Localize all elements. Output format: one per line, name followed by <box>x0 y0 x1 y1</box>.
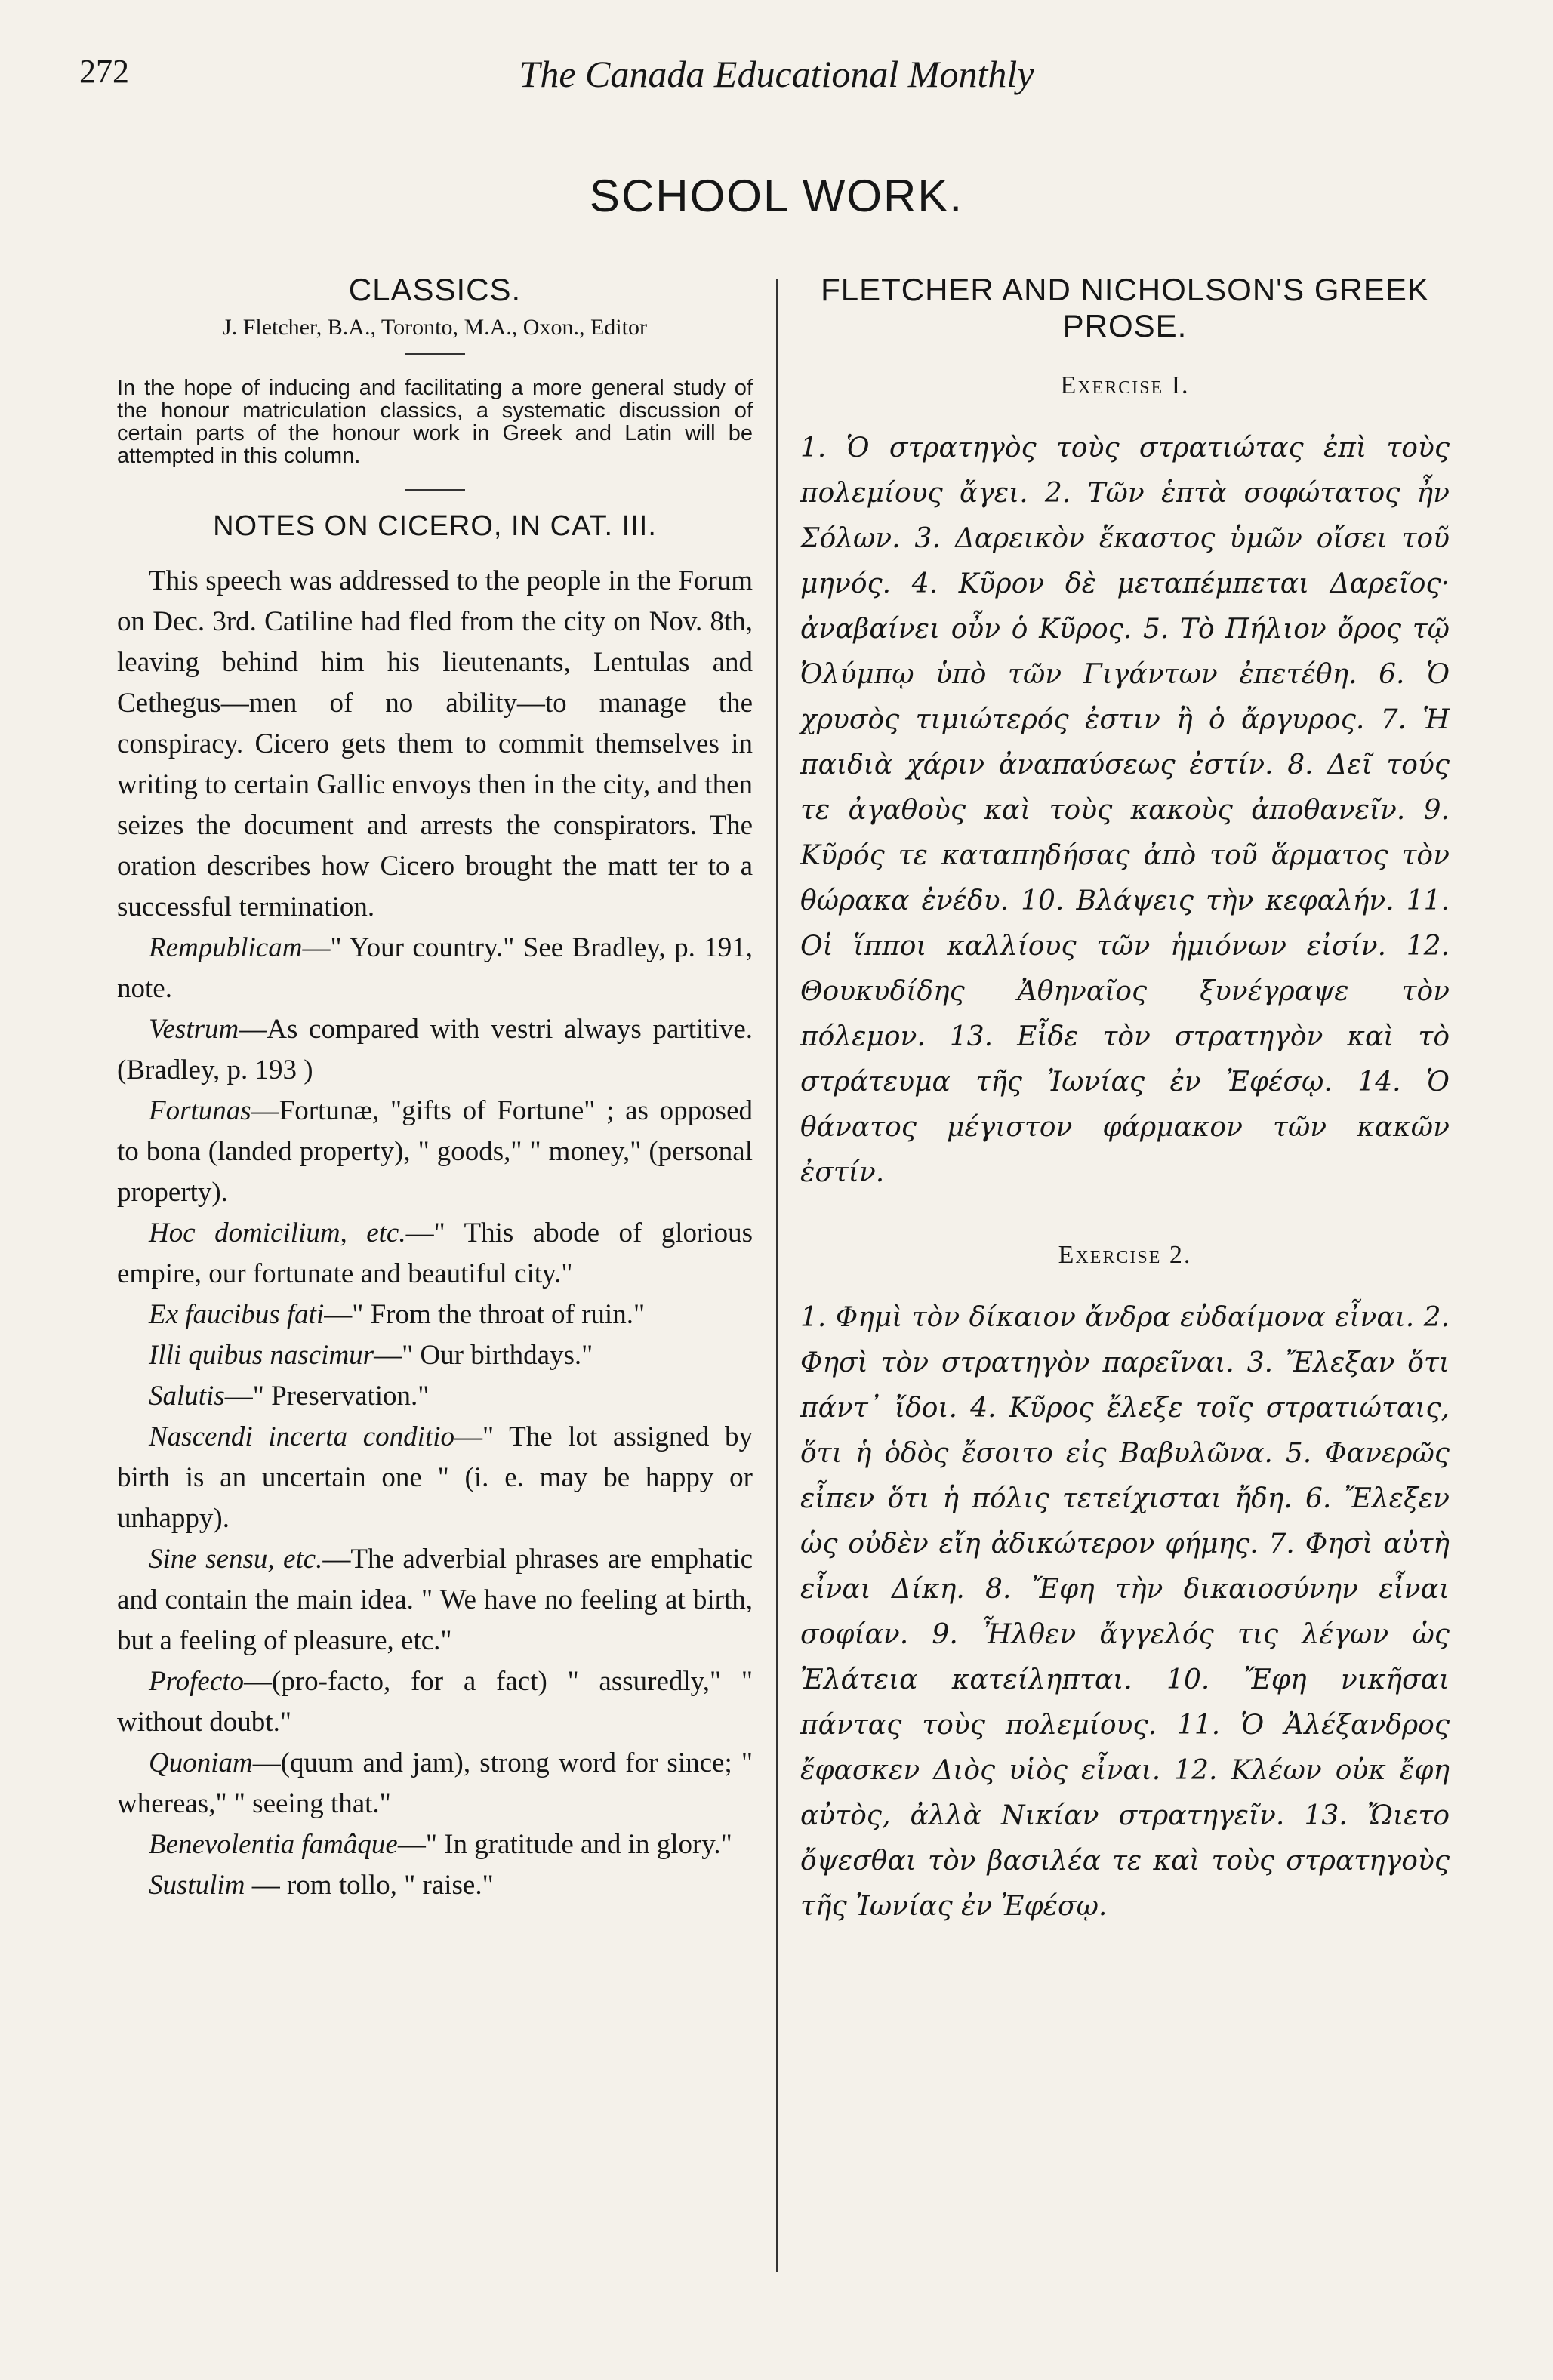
greek-prose-column <box>800 272 1450 1929</box>
note-item: Illi quibus nascimur—" Our birthdays." <box>149 1340 593 1371</box>
note-item: Benevolentia famâque—" In gratitude and in glory." <box>149 1829 732 1860</box>
greek-prose-heading: FLETCHER AND NICHOLSON'S GREEK PROSE. <box>821 272 1429 343</box>
section-title: SCHOOL WORK. <box>589 171 964 221</box>
intro-paragraph: This speech was addressed to the people in the Forum on Dec. 3rd. Catiline had fled from the city on Nov. 8th, leaving behind him his lieutenants, Lentulas and Cethegus—men of no ability—to manage the conspiracy. Cicero gets them to commit themselves in writing to certain Gallic envoys then in the city, and then seizes the document and arrests the conspirators. The oration describes how Cicero brought the matt ter to a successful termination. <box>117 565 753 922</box>
exercise-1-title: Exercise I. <box>1060 371 1190 399</box>
exercise-1-text: 1. Ὁ στρατηγὸς τοὺς στρατιώτας ἐπὶ τοὺς πολεμίους ἄγει. 2. Τῶν ἑπτὰ σοφώτατος ἦν Σόλων. 3. Δαρεικὸν ἕκαστος ὑμῶν οἴσει τοῦ μηνός. 4. Κῦρον δὲ μεταπέμπεται Δαρεῖος· ἀναβαίνει οὖν ὁ Κῦρος. 5. Τὸ Πήλιον ὄρος τῷ Ὀλύμπῳ ὑπὸ τῶν Γιγάντων ἐπετέθη. 6. Ὁ χρυσὸς τιμιώτερός ἐστιν ἢ ὁ ἄργυρος. 7. Ἡ παιδιὰ χάριν ἀναπαύσεως ἐστίν. 8. Δεῖ τούς τε ἀγαθοὺς καὶ τοὺς κακοὺς ἀποθανεῖν. 9. Κῦρός τε καταπηδήσας ἀπὸ τοῦ ἅρματος τὸν θώρακα ἐνέδυ. 10. Βλάψεις τὴν κεφαλήν. 11. Οἱ ἵπποι καλλίους τῶν ἡμιόνων εἰσίν. 12. Θουκυδίδης Ἀθηναῖος ξυνέγραψε τὸν πόλεμον. 13. Εἶδε τὸν στρατηγὸν καὶ τὸ στράτευμα τῆς Ἰωνίας ἐν Ἐφέσῳ. 14. Ὁ θάνατος μέγιστον φάρμακον τῶν κακῶν ἐστίν. <box>800 433 1450 1188</box>
note-item: Profecto—(pro-facto, for a fact) " assuredly," " without doubt." <box>117 1666 753 1738</box>
note-item: Hoc domicilium, etc.—" This abode of glorious empire, our fortunate and beautiful city." <box>117 1218 753 1289</box>
editor-line: J. Fletcher, B.A., Toronto, M.A., Oxon., Editor <box>223 315 647 340</box>
note-item: Rempublicam—" Your country." See Bradley, p. 191, note. <box>117 932 753 1004</box>
intro-text: In the hope of inducing and facilitating a more general study of the honour matriculation classics, a systematic discussion of certain parts of the honour work in Greek and Latin will be attempted in this column. <box>117 376 753 468</box>
notes-subheading: NOTES ON CICERO, IN CAT. III. <box>213 510 657 542</box>
note-item: Fortunas—Fortunæ, "gifts of Fortune" ; as opposed to bona (landed property), " goods," " money," (personal property). <box>117 1095 753 1208</box>
note-item: Vestrum—As compared with vestri always partitive. (Bradley, p. 193 ) <box>117 1014 753 1085</box>
classics-column <box>117 272 753 1906</box>
exercise-2-text: 1. Φημὶ τὸν δίκαιον ἄνδρα εὐδαίμονα εἶναι. 2. Φησὶ τὸν στρατηγὸν παρεῖναι. 3. Ἔλεξαν ὅτι πάντ᾽ ἴδοι. 4. Κῦρος ἔλεξε τοῖς στρατιώταις, ὅτι ἡ ὁδὸς ἔσοιτο εἰς Βαβυλῶνα. 5. Φανερῶς εἶπεν ὅτι ἡ πόλις τετείχισται ἤδη. 6. Ἔλεξεν ὡς οὐδὲν εἴη ἀδικώτερον φήμης. 7. Φησὶ αὐτὴ εἶναι Δίκη. 8. Ἔφη τὴν δικαιοσύνην εἶναι σοφίαν. 9. Ἦλθεν ἄγγελός τις λέγων ὡς Ἐλάτεια κατείληπται. 10. Ἔφη νικῆσαι πάντας τοὺς πολεμίους. 11. Ὁ Ἀλέξανδρος ἔφασκεν Διὸς υἱὸς εἶναι. 12. Κλέων οὐκ ἔφη αὐτὸς, ἀλλὰ Νικίαν στρατηγεῖν. 13. Ὤιετο ὄψεσθαι τὸν βασιλέα τε καὶ τοὺς στρατηγοὺς τῆς Ἰωνίας ἐν Ἐφέσῳ. <box>800 1302 1450 1922</box>
classics-heading: CLASSICS. <box>348 272 522 307</box>
divider-rule <box>405 489 465 491</box>
page-number: 272 <box>79 53 129 90</box>
note-item: Ex faucibus fati—" From the throat of ruin." <box>149 1299 646 1330</box>
divider-rule <box>405 353 465 355</box>
note-item: Sustulim — rom tollo, " raise." <box>149 1870 494 1901</box>
note-item: Nascendi incerta conditio—" The lot assigned by birth is an uncertain one " (i. e. may be happy or unhappy). <box>117 1421 753 1534</box>
column-divider <box>776 279 778 2272</box>
note-item: Quoniam—(quum and jam), strong word for since; " whereas," " seeing that." <box>117 1747 753 1819</box>
journal-title: The Canada Educational Monthly <box>519 53 1034 95</box>
note-item: Salutis—" Preservation." <box>149 1381 430 1412</box>
page-header <box>79 42 1474 102</box>
exercise-2-title: Exercise 2. <box>1058 1241 1192 1269</box>
note-item: Sine sensu, etc.—The adverbial phrases are emphatic and contain the main idea. " We have no feeling at birth, but a feeling of pleasure, etc." <box>117 1544 753 1656</box>
